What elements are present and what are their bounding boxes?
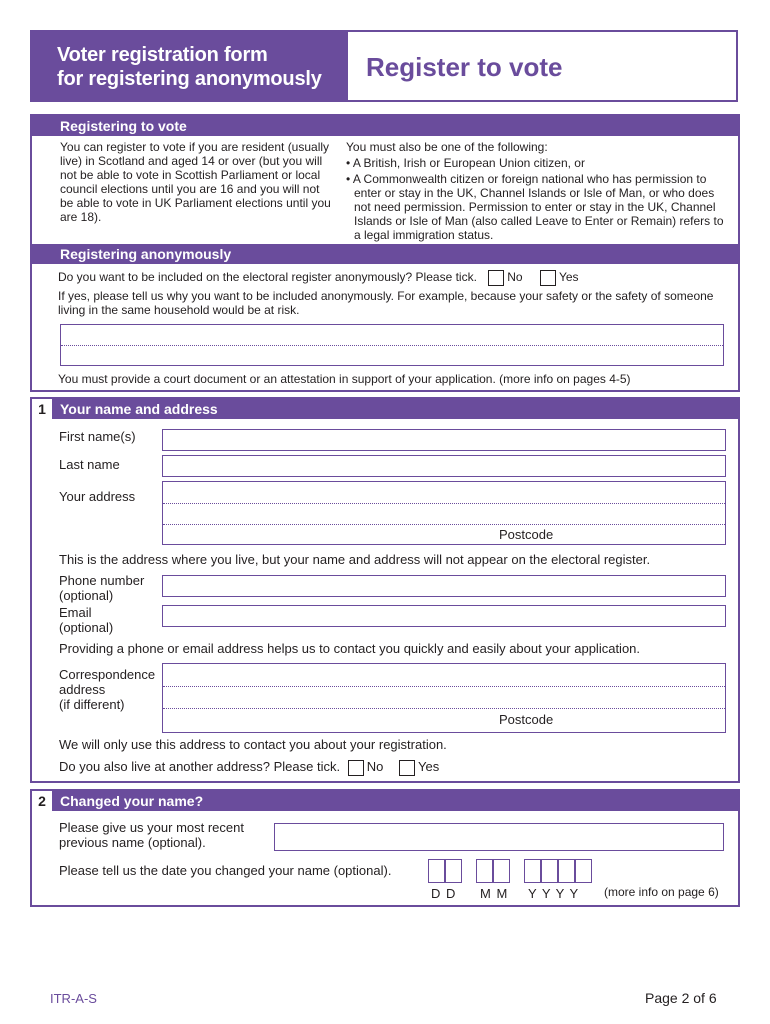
section-1-title: Your name and address [60, 401, 218, 417]
phone-input[interactable] [162, 575, 726, 597]
registering-heading: Registering to vote [32, 116, 738, 136]
register-title-block [348, 30, 738, 102]
address-input[interactable] [162, 481, 726, 545]
previous-name-label-line1: Please give us your most recent [59, 820, 244, 835]
anonymous-no-label: No [507, 270, 523, 285]
reason-line [61, 345, 723, 346]
email-label-line1: Email [59, 605, 92, 620]
correspondence-label-line3: (if different) [59, 697, 125, 712]
name-change-date-question: Please tell us the date you changed your name (optional). [59, 863, 392, 878]
date-year-digit-1[interactable] [524, 859, 541, 883]
first-name-input[interactable] [162, 429, 726, 451]
correspondence-label [59, 667, 155, 712]
correspondence-note: We will only use this address to contact you about your registration. [59, 737, 447, 752]
other-address-yes-option[interactable] [399, 759, 439, 774]
previous-name-input[interactable] [274, 823, 724, 851]
phone-label [59, 573, 144, 603]
postcode-label: Postcode [499, 527, 554, 542]
other-address-question: Do you also live at another address? Please tick. [59, 759, 341, 774]
email-label [59, 605, 113, 635]
previous-name-label-line2: previous name (optional). [59, 835, 206, 850]
eligibility-text: You can register to vote if you are resident (usually live) in Scotland and aged 14 or over (but you will not be able to vote in Scottish Parliament or local council elections until you are 16 and you will not be able to vote in UK Parliament elections until you are 18). [60, 140, 331, 224]
anonymous-yes-option[interactable] [540, 270, 579, 284]
date-year-caption: Y Y Y Y [528, 886, 580, 901]
date-day-caption: D D [431, 886, 457, 901]
date-year-digit-3[interactable] [558, 859, 575, 883]
section-2-number: 2 [32, 791, 52, 811]
anonymous-question-row [58, 270, 738, 286]
form-title-line1: Voter registration form [57, 44, 268, 66]
phone-label-line2: (optional) [59, 588, 114, 603]
court-document-note: You must provide a court document or an attestation in support of your application. (more info on pages 4-5) [58, 372, 631, 386]
eligibility-intro: You must also be one of the following: [346, 140, 548, 154]
anonymous-reason-input[interactable] [60, 324, 724, 366]
section-1-heading [32, 399, 738, 419]
address-label: Your address [59, 489, 136, 504]
anonymous-no-option[interactable] [488, 270, 522, 284]
section-2-heading [32, 791, 738, 811]
last-name-label: Last name [59, 457, 120, 472]
correspondence-label-line1: Correspondence [59, 667, 156, 682]
other-address-yes-checkbox[interactable] [399, 760, 415, 776]
phone-label-line1: Phone number [59, 573, 145, 588]
correspondence-line-1 [163, 686, 725, 687]
date-day-digit-2[interactable] [445, 859, 462, 883]
date-month-digit-1[interactable] [476, 859, 493, 883]
correspondence-postcode-label: Postcode [499, 712, 554, 727]
eligibility-bullet-1: • A British, Irish or European Union citizen, or [346, 156, 585, 170]
correspondence-label-line2: address [59, 682, 106, 697]
previous-name-label [59, 820, 244, 850]
anonymous-heading: Registering anonymously [32, 244, 738, 264]
page-number: Page 2 of 6 [645, 990, 717, 1006]
email-input[interactable] [162, 605, 726, 627]
section-name-address [30, 397, 740, 783]
register-title: Register to vote [366, 52, 563, 82]
address-line-1 [163, 503, 725, 504]
section-1-number: 1 [32, 399, 52, 419]
date-month-caption: M M [480, 886, 509, 901]
other-address-row [59, 759, 439, 776]
form-title-line2: for registering anonymously [57, 68, 322, 90]
other-address-no-label: No [366, 759, 384, 774]
form-code: ITR-A-S [50, 991, 97, 1006]
more-info-page-6: (more info on page 6) [604, 885, 719, 899]
other-address-no-option[interactable] [348, 759, 384, 774]
date-year-digit-4[interactable] [575, 859, 592, 883]
anonymous-question: Do you want to be included on the electoral register anonymously? Please tick. [58, 270, 477, 285]
last-name-input[interactable] [162, 455, 726, 477]
anonymous-no-checkbox[interactable] [488, 270, 504, 286]
anonymous-yes-label: Yes [558, 270, 579, 285]
anonymous-reason-prompt: If yes, please tell us why you want to be included anonymously. For example, because your safety or the safety of someone living in the same household would be at risk. [58, 289, 714, 317]
email-label-line2: (optional) [59, 620, 114, 635]
correspondence-line-2 [163, 708, 725, 709]
correspondence-address-input[interactable] [162, 663, 726, 733]
eligibility-list [346, 140, 731, 242]
section-changed-name [30, 789, 740, 907]
other-address-no-checkbox[interactable] [348, 760, 364, 776]
first-name-label: First name(s) [59, 429, 136, 444]
registering-section [30, 114, 740, 392]
eligibility-bullet-2: • A Commonwealth citizen or foreign national who has permission to enter or stay in the UK, Channel Islands or Isle of Man, or who does not need permission. Permission to enter or stay in the UK, Channel Islands or Isle of Man (also called Leave to Enter or Remain) refers to a legal immigration status. [346, 172, 724, 242]
date-year-digit-2[interactable] [541, 859, 558, 883]
anonymous-yes-checkbox[interactable] [540, 270, 556, 286]
date-month-digit-2[interactable] [493, 859, 510, 883]
section-2-title: Changed your name? [60, 793, 204, 809]
form-title-block [30, 30, 348, 102]
address-line-2 [163, 524, 725, 525]
address-note: This is the address where you live, but your name and address will not appear on the electoral register. [59, 552, 651, 567]
date-day-digit-1[interactable] [428, 859, 445, 883]
other-address-yes-label: Yes [417, 759, 440, 774]
contact-note: Providing a phone or email address helps us to contact you quickly and easily about your application. [59, 641, 641, 656]
